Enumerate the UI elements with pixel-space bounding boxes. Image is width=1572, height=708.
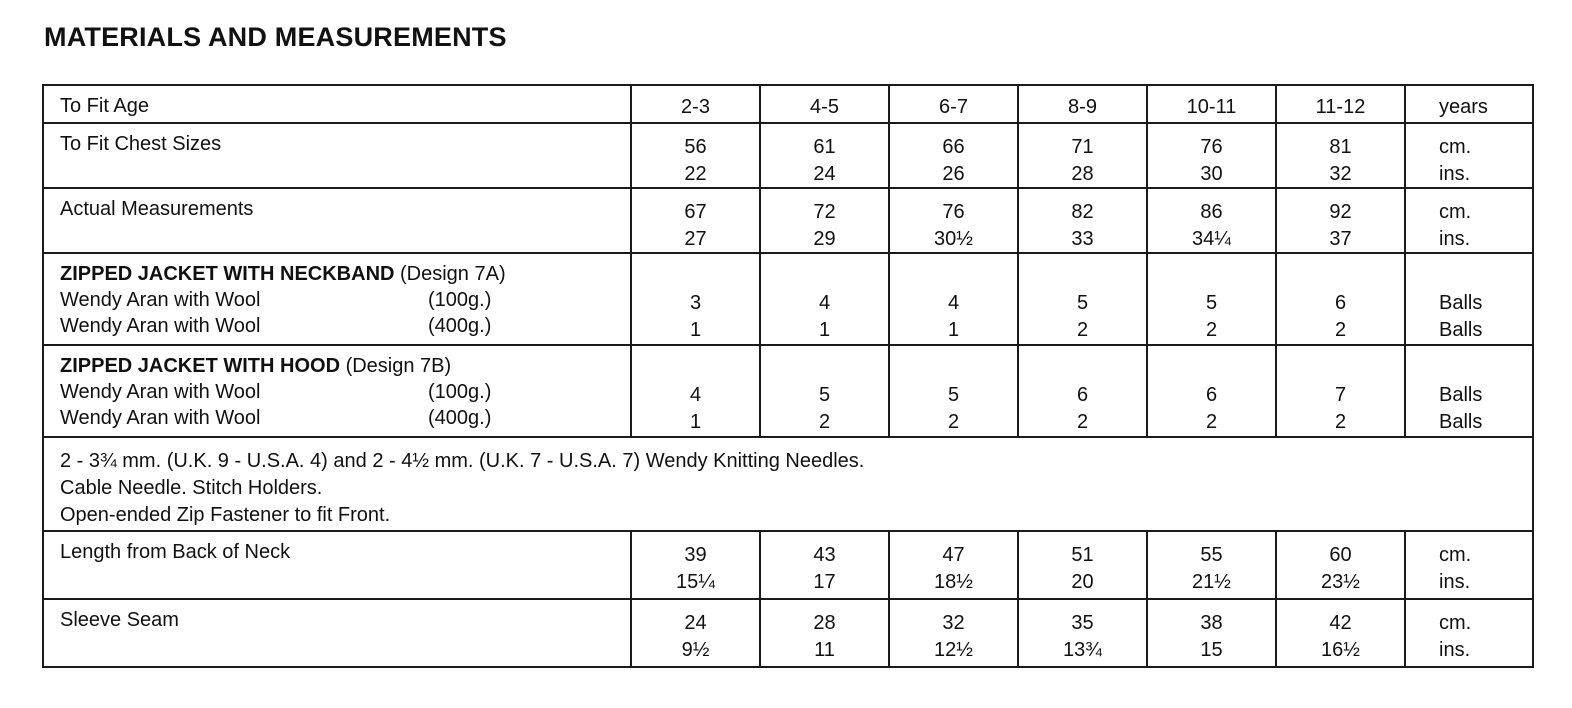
value-cell: 24 9½ — [631, 599, 760, 667]
needles-line: Open-ended Zip Fastener to fit Front. — [60, 504, 391, 526]
value-cell: 28 11 — [760, 599, 889, 667]
materials-table — [42, 84, 1534, 668]
row-actual-measurements — [43, 188, 1533, 253]
design-heading: ZIPPED JACKET WITH NECKBAND — [60, 263, 395, 285]
needles-cell — [43, 437, 1533, 531]
row-age — [43, 85, 1533, 123]
value-cell: 7 2 — [1276, 345, 1405, 437]
unit-cell: cm. ins. — [1405, 599, 1533, 667]
value-cell: 5 2 — [889, 345, 1018, 437]
design-label: ZIPPED JACKET WITH NECKBAND (Design 7A) Wendy Aran with Wool (100g.) Wendy Aran with Wool (400g.) — [43, 253, 631, 345]
row-label: Actual Measurements — [43, 188, 631, 253]
design-note: (Design 7A) — [400, 263, 506, 285]
age-size-4: 8-9 — [1018, 85, 1147, 123]
value-cell: 3 1 — [631, 253, 760, 345]
value-cell: 43 17 — [760, 531, 889, 599]
value-cell: 38 15 — [1147, 599, 1276, 667]
design-heading: ZIPPED JACKET WITH HOOD — [60, 355, 341, 377]
row-label: Length from Back of Neck — [43, 531, 631, 599]
unit-cell: cm. ins. — [1405, 531, 1533, 599]
value-cell: 86 34¼ — [1147, 188, 1276, 253]
value-cell: 60 23½ — [1276, 531, 1405, 599]
unit-cell: years — [1405, 85, 1533, 123]
value-cell: 82 33 — [1018, 188, 1147, 253]
value-cell: 92 37 — [1276, 188, 1405, 253]
value-cell: 5 2 — [1147, 253, 1276, 345]
unit-cell: cm. ins. — [1405, 188, 1533, 253]
value-cell: 5 2 — [1018, 253, 1147, 345]
value-cell: 4 1 — [631, 345, 760, 437]
row-needles — [43, 437, 1533, 531]
value-cell: 6 2 — [1276, 253, 1405, 345]
unit-cell: cm. ins. — [1405, 123, 1533, 188]
value-cell: 4 1 — [889, 253, 1018, 345]
row-design-7a — [43, 253, 1533, 345]
value-cell: 6 2 — [1147, 345, 1276, 437]
value-cell: 66 26 — [889, 123, 1018, 188]
unit-cell: Balls Balls — [1405, 253, 1533, 345]
row-sleeve-seam — [43, 599, 1533, 667]
value-cell: 39 15¼ — [631, 531, 760, 599]
value-cell: 55 21½ — [1147, 531, 1276, 599]
value-cell: 61 24 — [760, 123, 889, 188]
value-cell: 76 30½ — [889, 188, 1018, 253]
value-cell: 5 2 — [760, 345, 889, 437]
value-cell: 56 22 — [631, 123, 760, 188]
age-size-2: 4-5 — [760, 85, 889, 123]
row-design-7b — [43, 345, 1533, 437]
age-size-6: 11-12 — [1276, 85, 1405, 123]
design-note: (Design 7B) — [345, 355, 452, 377]
age-size-1: 2-3 — [631, 85, 760, 123]
value-cell: 76 30 — [1147, 123, 1276, 188]
value-cell: 6 2 — [1018, 345, 1147, 437]
value-cell: 42 16½ — [1276, 599, 1405, 667]
needles-line: 2 - 3¾ mm. (U.K. 9 - U.S.A. 4) and 2 - 4½ mm. (U.K. 7 - U.S.A. 7) Wendy Knitting Needles. — [60, 450, 865, 472]
value-cell: 72 29 — [760, 188, 889, 253]
row-chest — [43, 123, 1533, 188]
value-cell: 81 32 — [1276, 123, 1405, 188]
page-title: MATERIALS AND MEASUREMENTS — [44, 22, 507, 52]
age-size-5: 10-11 — [1147, 85, 1276, 123]
value-cell: 35 13¾ — [1018, 599, 1147, 667]
row-length — [43, 531, 1533, 599]
row-label: To Fit Chest Sizes — [43, 123, 631, 188]
value-cell: 71 28 — [1018, 123, 1147, 188]
value-cell: 32 12½ — [889, 599, 1018, 667]
needles-line: Cable Needle. Stitch Holders. — [60, 477, 323, 499]
value-cell: 4 1 — [760, 253, 889, 345]
design-label: ZIPPED JACKET WITH HOOD (Design 7B) Wendy Aran with Wool (100g.) Wendy Aran with Wool (400g.) — [43, 345, 631, 437]
value-cell: 47 18½ — [889, 531, 1018, 599]
unit-cell: Balls Balls — [1405, 345, 1533, 437]
value-cell: 67 27 — [631, 188, 760, 253]
age-size-3: 6-7 — [889, 85, 1018, 123]
value-cell: 51 20 — [1018, 531, 1147, 599]
row-label: To Fit Age — [43, 85, 631, 123]
row-label: Sleeve Seam — [43, 599, 631, 667]
